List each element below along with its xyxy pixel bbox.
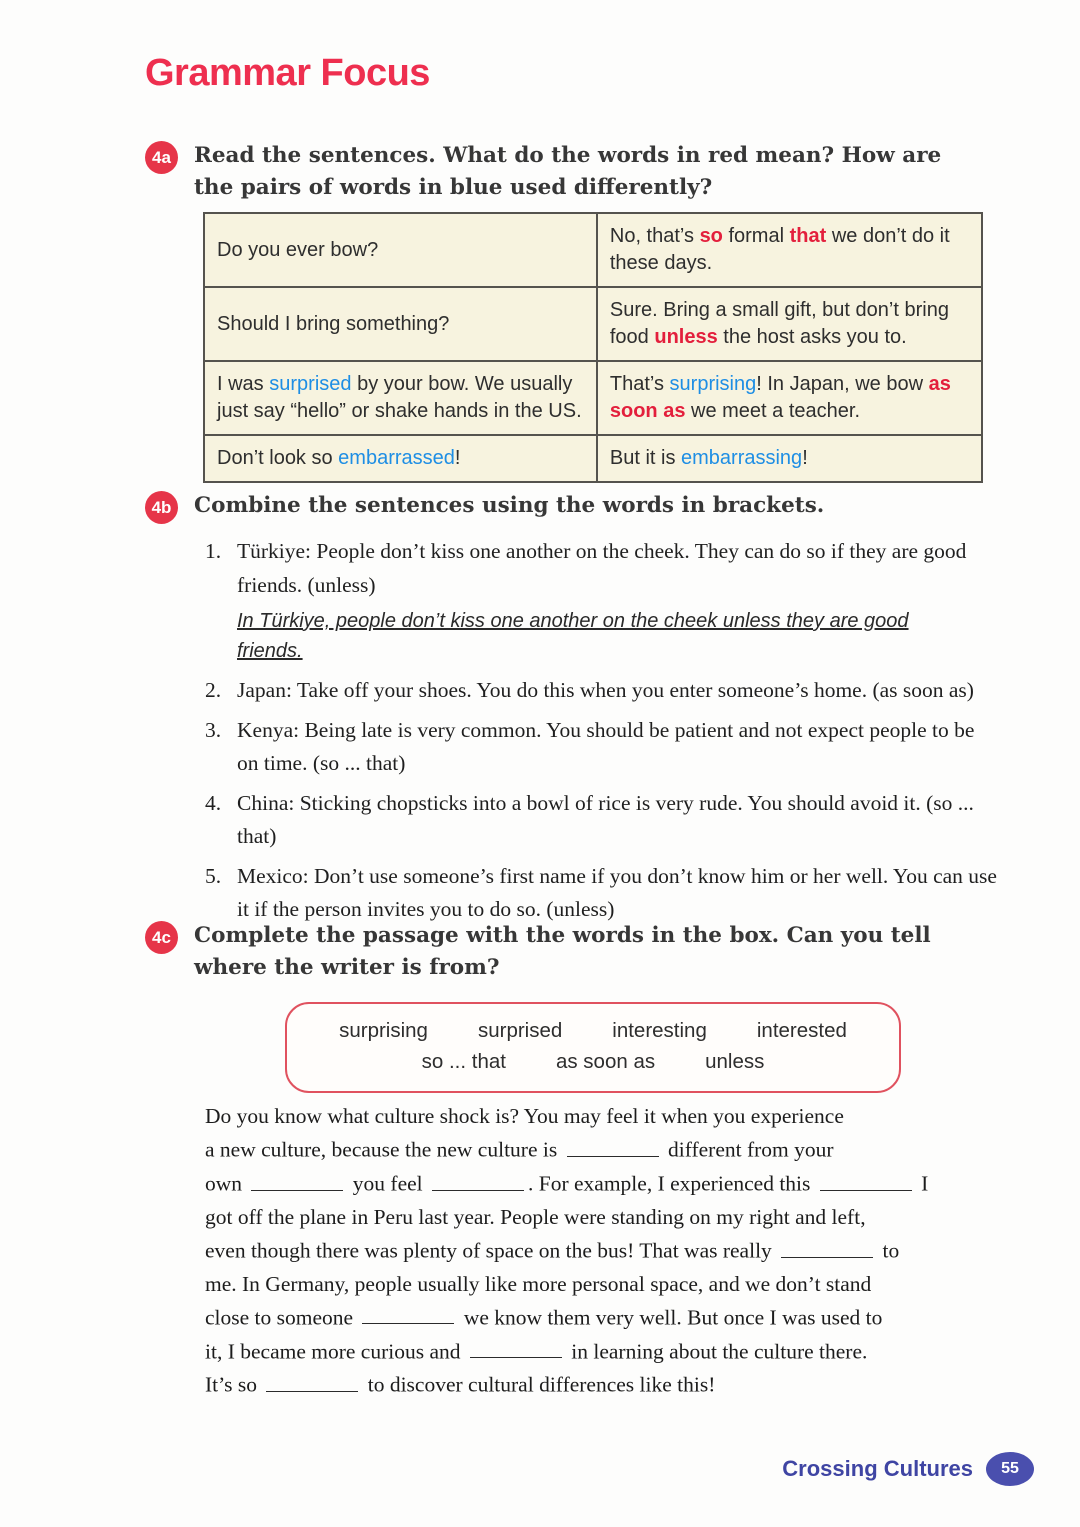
section-4b-header: [145, 490, 946, 524]
text-run: Do you ever bow?: [217, 238, 379, 261]
red-word: as soon as: [609, 373, 951, 422]
passage-line: got off the plane in Peru last year. People were standing on my right and left,: [205, 1204, 866, 1229]
exercise-item: [205, 714, 1005, 781]
item-number: 3.: [205, 717, 222, 742]
item-text: Japan: Take off your shoes. You do this when you enter someone’s home. (as soon as): [237, 678, 974, 702]
fill-in-blank: [362, 1301, 454, 1325]
dialogue-row: [204, 213, 982, 287]
dialogue-cell-right: [597, 361, 982, 435]
dialogue-cell-left: [204, 361, 597, 435]
red-word: unless: [654, 326, 718, 348]
item-number: 1.: [205, 539, 222, 563]
dialogue-cell-left: [204, 213, 597, 287]
exercise-item: [205, 787, 1005, 854]
word-box-word: so ... that: [421, 1050, 506, 1073]
passage-line: own you feel . For example, I experienced this I: [205, 1167, 1005, 1201]
text-run: !: [802, 447, 808, 469]
dialogue-table-body: [204, 213, 982, 482]
fill-in-blank: [781, 1234, 873, 1258]
dialogue-cell-right: [597, 287, 982, 361]
passage-line: it, I became more curious and in learning about the culture there.: [205, 1335, 1005, 1369]
exercise-item: [205, 860, 1005, 927]
passage-line: Do you know what culture shock is? You may feel it when you experience: [205, 1104, 844, 1128]
fill-in-blank: [567, 1133, 659, 1157]
item-number: 5.: [205, 863, 222, 888]
dialogue-table: [203, 212, 983, 483]
dialogue-row: [204, 435, 982, 482]
fill-in-blank: [432, 1167, 524, 1191]
text-run: But it is: [609, 447, 682, 469]
red-word: that: [789, 225, 827, 247]
word-box-word: surprising: [339, 1019, 428, 1042]
text-run: !: [454, 447, 461, 469]
word-box-word: interesting: [612, 1019, 707, 1042]
item-text: China: Sticking chopsticks into a bowl of rice is very rude. You should avoid it. (so ... that): [237, 790, 974, 848]
item-text: Mexico: Don’t use someone’s first name if you don’t know him or her well. You can use it if the person invites you to do so. (unless): [237, 863, 997, 921]
word-box-word: unless: [705, 1050, 765, 1073]
text-run: No, that’s: [609, 225, 700, 247]
text-run: ! In Japan, we bow: [756, 373, 929, 395]
text-run: Don’t look so: [217, 447, 339, 469]
section-4a-header: [145, 140, 946, 204]
text-run: Sure. Bring a small gift, but don’t bring food: [609, 299, 949, 348]
passage-line: me. In Germany, people usually like more personal space, and we don’t stand: [205, 1271, 872, 1296]
dialogue-row: [204, 361, 982, 435]
item-text: Kenya: Being late is very common. You should be patient and not expect people to be on time. (so ... that): [237, 717, 975, 775]
red-word: so: [699, 225, 723, 247]
blue-word: embarrassing: [681, 447, 803, 469]
page-number-badge: 55: [986, 1452, 1034, 1486]
text-run: I was: [217, 373, 270, 395]
text-run: by your bow. We usually just say “hello” or shake hands in the US.: [217, 373, 582, 422]
task-4b-instructions: Combine the sentences using the words in brackets.: [194, 493, 825, 518]
passage-line: a new culture, because the new culture is different from your: [205, 1133, 1005, 1167]
word-box-row-2: [287, 1048, 899, 1076]
fill-in-blank: [470, 1335, 562, 1359]
blue-word: surprising: [669, 373, 757, 395]
unit-title: Crossing Cultures: [782, 1456, 973, 1481]
task-badge-4c: 4c: [145, 921, 178, 954]
written-answer: In Türkiye, people don’t kiss one another on the cheek unless they are good friends.: [237, 610, 909, 662]
dialogue-cell-left: [204, 435, 597, 482]
dialogue-cell-right: [597, 213, 982, 287]
cloze-passage: [205, 1100, 1005, 1402]
task-badge-4b: 4b: [145, 491, 178, 524]
word-box-row-1: [287, 1017, 899, 1045]
fill-in-blank: [251, 1167, 343, 1191]
word-box-word: as soon as: [555, 1050, 656, 1073]
combine-sentences-list: [205, 535, 1005, 933]
blue-word: embarrassed: [338, 447, 455, 469]
word-box: [285, 1002, 901, 1093]
text-run: we meet a teacher.: [685, 400, 860, 422]
dialogue-cell-right: [597, 435, 982, 482]
dialogue-row: [204, 287, 982, 361]
item-text: Türkiye: People don’t kiss one another on the cheek. They can do so if they are good friends. (unless): [237, 539, 967, 597]
text-run: we don’t do it these days.: [609, 225, 950, 274]
text-run: That’s: [609, 373, 670, 395]
passage-line: close to someone we know them very well. But once I was used to: [205, 1301, 1005, 1335]
text-run: the host asks you to.: [717, 326, 907, 348]
passage-line: even though there was plenty of space on the bus! That was really to: [205, 1234, 1005, 1268]
item-number: 2.: [205, 678, 222, 702]
exercise-item: [205, 674, 1005, 708]
page-title: Grammar Focus: [145, 52, 430, 94]
task-badge-4a: 4a: [145, 141, 178, 174]
task-4a-instructions: Read the sentences. What do the words in red mean? How are the pairs of words in blue used differently?: [194, 143, 942, 200]
blue-word: surprised: [269, 373, 352, 395]
text-run: Should I bring something?: [217, 312, 450, 335]
dialogue-cell-left: [204, 287, 597, 361]
word-box-word: interested: [756, 1019, 847, 1042]
exercise-item: [205, 535, 1005, 602]
fill-in-blank: [820, 1167, 912, 1191]
word-box-word: surprised: [477, 1019, 563, 1042]
task-4c-instructions: Complete the passage with the words in the box. Can you tell where the writer is from?: [194, 923, 931, 980]
item-number: 4.: [205, 790, 222, 815]
section-4c-header: [145, 920, 946, 984]
fill-in-blank: [266, 1368, 358, 1392]
text-run: formal: [722, 225, 790, 247]
page-footer: [782, 1452, 1034, 1486]
passage-line: It’s so to discover cultural differences like this!: [205, 1368, 1005, 1402]
